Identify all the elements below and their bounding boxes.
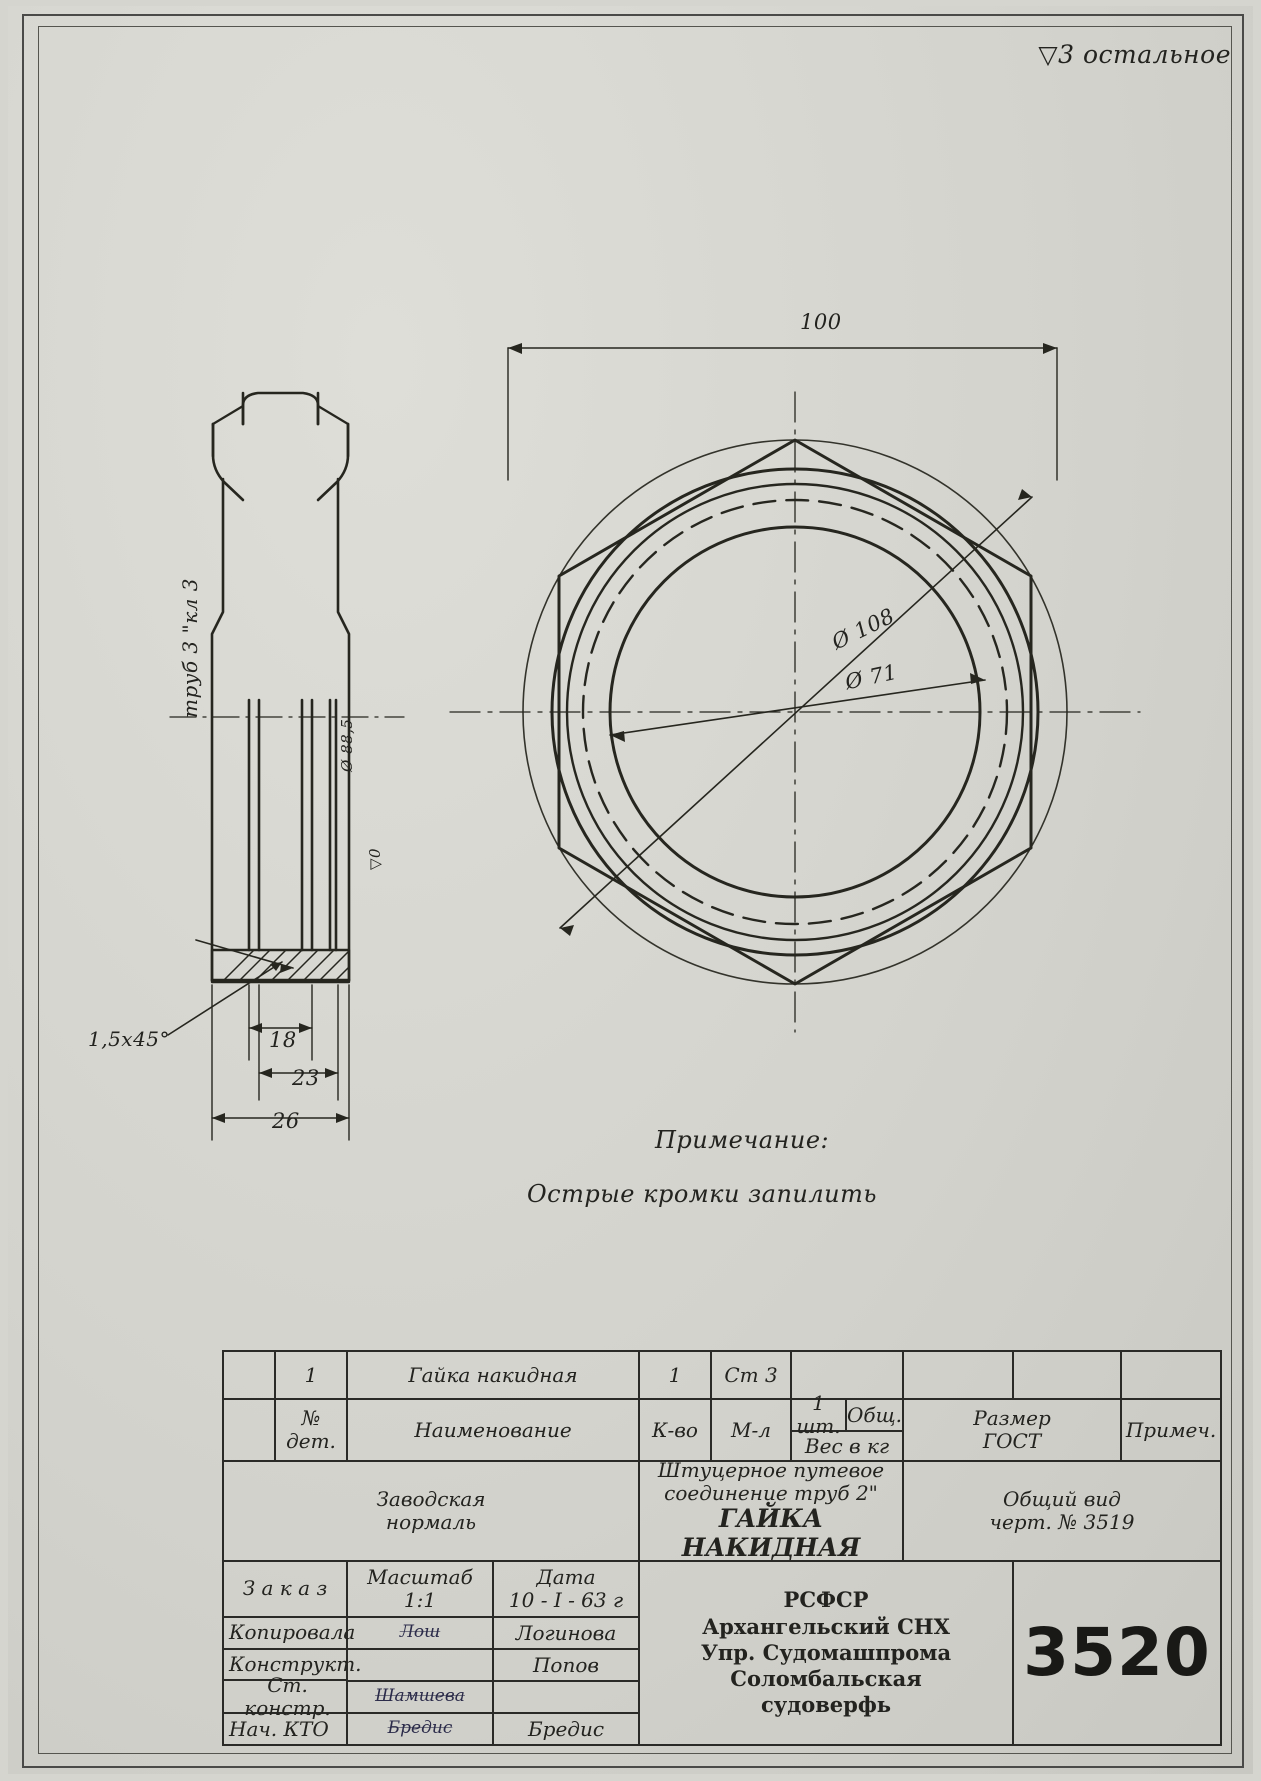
header-size: Размер (973, 1406, 1051, 1430)
header-weight-1sht: 1 шт. (792, 1400, 847, 1430)
header-note-cell: Примеч. (1121, 1399, 1221, 1461)
header-pos-line1: № дет. (286, 1406, 336, 1453)
item-size-cell (903, 1351, 1013, 1399)
role-konstrukt: Конструкт. (224, 1650, 346, 1682)
factory-norm-cell (223, 1461, 639, 1561)
name-st-konstr (494, 1682, 638, 1714)
drawing-number-cell (1013, 1561, 1221, 1745)
org-line5: судоверфь (760, 1692, 892, 1718)
org-line3: Упр. Судомашпрома (700, 1639, 952, 1665)
assembly-line1: Штуцерное путевое (657, 1458, 885, 1483)
dimension-thread: труб 3 "кл 3 (178, 578, 202, 718)
dimension-chamfer: 1,5x45° (88, 1027, 171, 1051)
dimension-outer-diameter: Ø 108 (828, 603, 899, 655)
scale-value: 1:1 (403, 1588, 437, 1613)
item-name-cell: Гайка накидная (347, 1351, 639, 1399)
header-weight-obsh: Общ. (847, 1402, 902, 1427)
item-pos-cell: 1 (275, 1351, 347, 1399)
note-label: Примечание: (655, 1126, 830, 1154)
role-nach-kto: Нач. КТО (229, 1716, 329, 1741)
item-qty-cell: 1 (639, 1351, 711, 1399)
general-view-cell (903, 1461, 1221, 1561)
titleblock-item-row (223, 1351, 1221, 1399)
header-name-cell: Наименование (347, 1399, 639, 1461)
header-mark-cell (223, 1399, 275, 1461)
organization-cell (639, 1561, 1013, 1745)
dimension-surface-v0: ▽0 (366, 847, 384, 870)
assembly-line2: соединение труб 2" (664, 1481, 878, 1506)
dimension-23: 23 (292, 1066, 320, 1090)
assembly-line3: ГАЙКА НАКИДНАЯ (681, 1504, 861, 1562)
dimension-26: 26 (272, 1109, 300, 1133)
header-material-cell: М-л (711, 1399, 791, 1461)
sign-nach-kto: Бредис (387, 1718, 453, 1739)
sign-st-konstr: Шамшева (375, 1686, 465, 1707)
dimension-18: 18 (269, 1028, 297, 1052)
titleblock-header-row (223, 1399, 1221, 1461)
dim-100-line (508, 343, 1057, 480)
org-line1: РСФСР (783, 1587, 869, 1613)
order-and-people-left (223, 1561, 362, 1745)
org-line4: Соломбальская (730, 1666, 922, 1692)
dimension-across-flats: 100 (800, 310, 842, 334)
header-pos-cell (275, 1399, 347, 1461)
item-blank-cell (1013, 1351, 1121, 1399)
item-mark-cell (223, 1351, 275, 1399)
side-view (212, 393, 349, 982)
titleblock-bottom-row (223, 1561, 1221, 1745)
general-view-line2: черт. № 3519 (989, 1510, 1135, 1534)
header-size-gost-cell (903, 1399, 1121, 1461)
titleblock-assembly-row (223, 1461, 1221, 1561)
order-label: З а к а з (224, 1562, 346, 1618)
scale-label: Масштаб (367, 1565, 473, 1590)
factory-norm-line1: Заводская (376, 1487, 486, 1511)
drawing-number: 3520 (1023, 1614, 1211, 1692)
name-kopirovala: Логинова (494, 1618, 638, 1650)
date-value: 10 - I - 63 г (508, 1588, 624, 1613)
factory-norm-line2: нормаль (385, 1510, 477, 1534)
roughness-note: ▽3 остальное (1038, 40, 1231, 69)
general-view-line1: Общий вид (1003, 1487, 1121, 1511)
name-konstrukt: Попов (494, 1650, 638, 1682)
role-kopirovala: Копировала (224, 1618, 346, 1650)
header-weight-label: Вес в кг (804, 1433, 890, 1458)
item-material-cell: Ст 3 (711, 1351, 791, 1399)
assembly-name-cell (639, 1458, 903, 1562)
scale-and-signatures (347, 1561, 639, 1745)
note-text: Острые кромки запилить (527, 1180, 877, 1208)
item-note-cell (1121, 1351, 1221, 1399)
sign-kopirovala: Лош (399, 1622, 441, 1643)
name-nach-kto: Бредис (527, 1716, 605, 1741)
title-block (222, 1350, 1220, 1741)
role-st-konstr: Ст. констр. (224, 1681, 346, 1714)
org-line2: Архангельский СНХ (702, 1613, 950, 1639)
header-gost: ГОСТ (982, 1429, 1042, 1453)
dimension-bore: Ø 88,5 (338, 718, 356, 772)
header-qty-cell: К-во (639, 1399, 711, 1461)
dimension-inner-diameter: Ø 71 (843, 659, 900, 695)
header-weight-cell (791, 1391, 903, 1461)
chamfer-leader (168, 962, 282, 1035)
date-label: Дата (536, 1565, 596, 1590)
